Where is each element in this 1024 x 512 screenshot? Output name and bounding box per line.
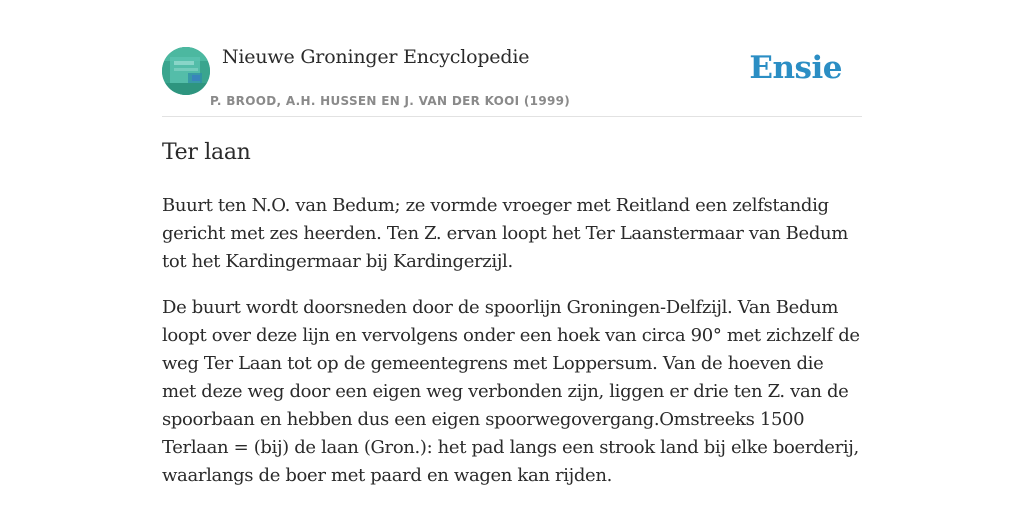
book-cover-graphic [162,47,210,95]
book-cover-image[interactable] [162,47,210,95]
header [162,40,862,117]
entry-title: Ter laan [162,140,251,165]
entry-body [162,192,862,508]
book-title[interactable]: Nieuwe Groninger Encyclopedie [222,46,530,68]
ensie-logo[interactable]: Ensie [749,50,842,86]
book-authors: P. BROOD, A.H. HUSSEN EN J. VAN DER KOOI (1999) [210,94,571,108]
entry-paragraph: Buurt ten N.O. van Bedum; ze vormde vroeger met Reitland een zelfstandig gericht met zes heerden. Ten Z. ervan loopt het Ter Laanstermaar van Bedum tot het Kardingermaar bij Kardingerzijl. [162,195,848,272]
entry-paragraph: De buurt wordt doorsneden door de spoorlijn Groningen-Delfzijl. Van Bedum loopt over deze lijn en vervolgens onder een hoek van circa 90° met zichzelf de weg Ter Laan tot op de gemeentegrens met Loppersum. Van de hoeven die met deze weg door een eigen weg verbonden zijn, liggen er drie ten Z. van de spoorbaan en hebben dus een eigen spoorwegovergang.Omstreeks 1500 Terlaan = (bij) de laan (Gron.): het pad langs een strook land bij elke boerderij, waarlangs de boer met paard en wagen kan rijden. [162,297,860,486]
